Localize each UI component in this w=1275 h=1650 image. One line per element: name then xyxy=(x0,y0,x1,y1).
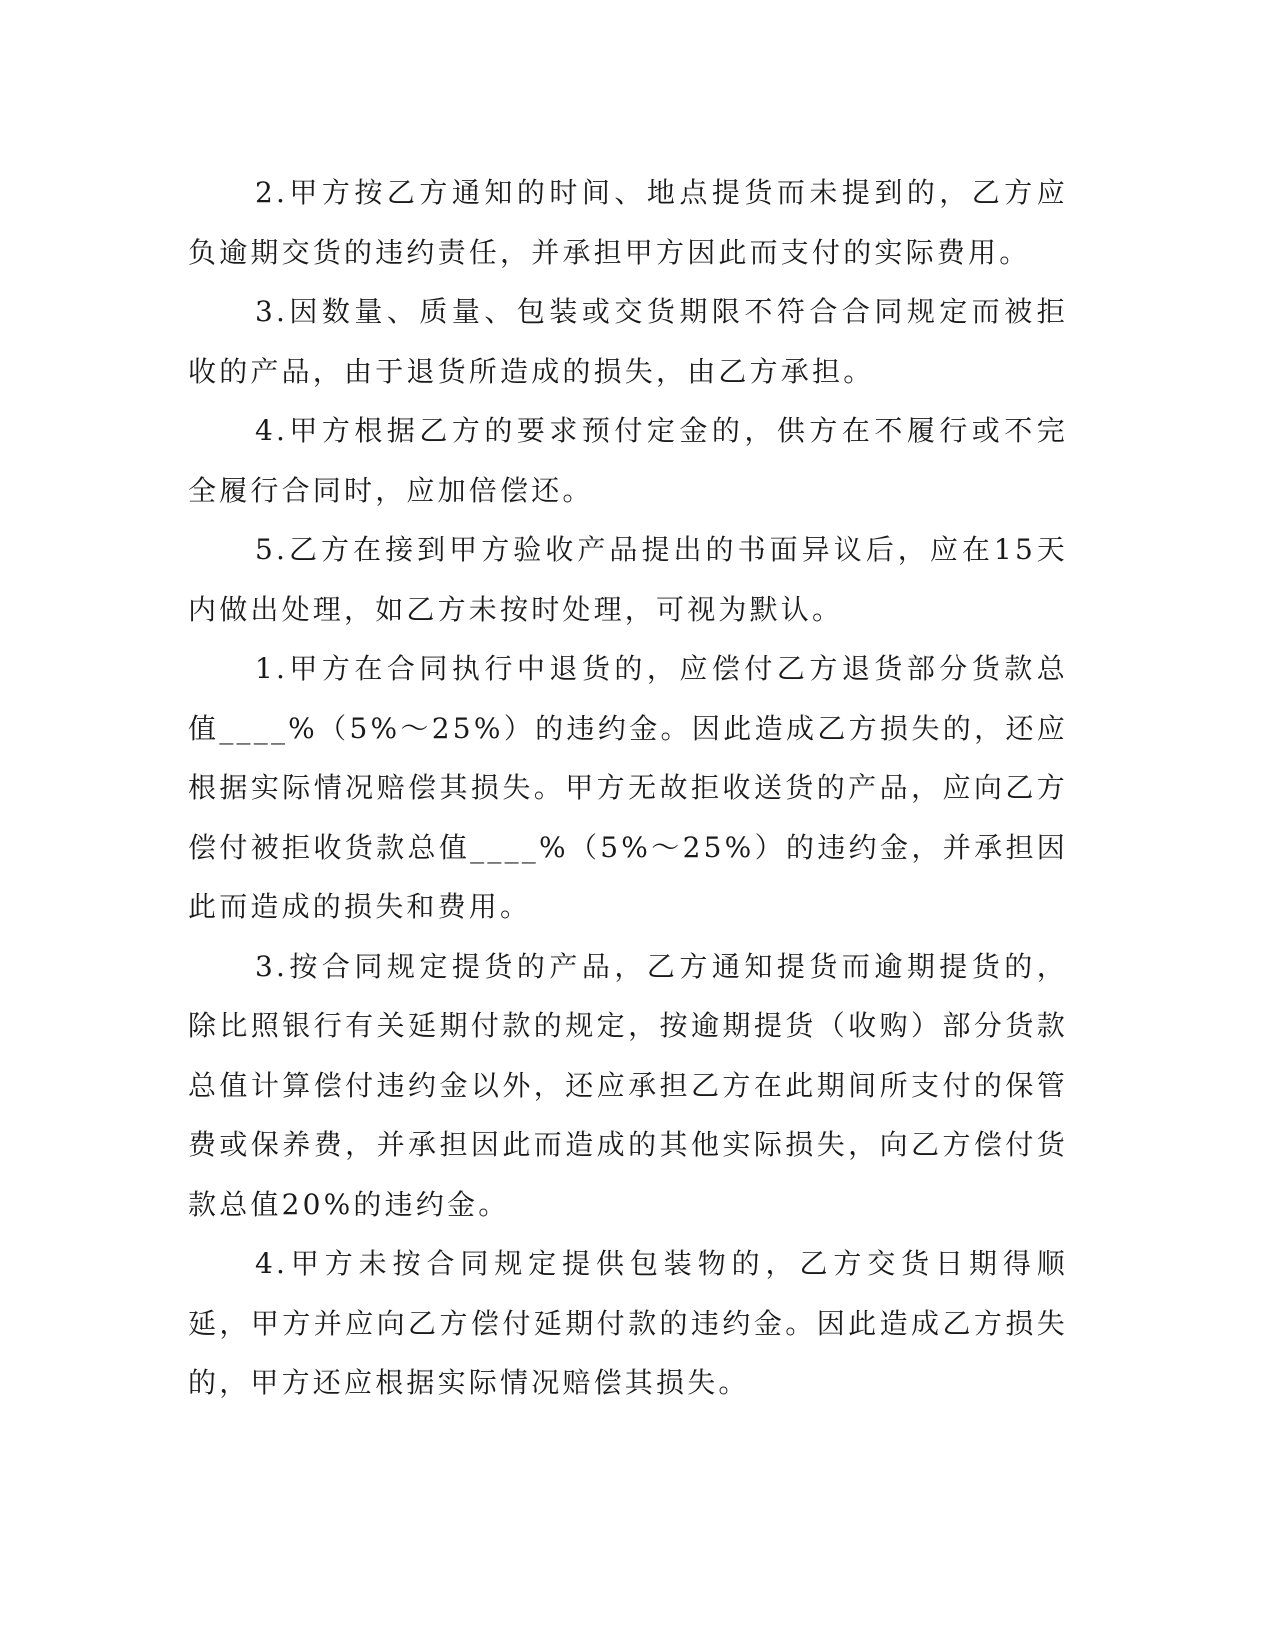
contract-body xyxy=(188,163,1068,1413)
clause-paragraph: 3.按合同规定提货的产品，乙方通知提货而逾期提货的，除比照银行有关延期付款的规定，按逾期提货（收购）部分货款总值计算偿付违约金以外，还应承担乙方在此期间所支付的保管费或保养费，并承担因此而造成的其他实际损失，向乙方偿付货款总值20%的违约金。 xyxy=(188,949,1068,1221)
clause-paragraph: 4.甲方未按合同规定提供包装物的，乙方交货日期得顺延，甲方并应向乙方偿付延期付款的违约金。因此造成乙方损失的，甲方还应根据实际情况赔偿其损失。 xyxy=(188,1247,1068,1399)
clause-paragraph: 2.甲方按乙方通知的时间、地点提货而未提到的，乙方应负逾期交货的违约责任，并承担甲方因此而支付的实际费用。 xyxy=(188,176,1068,269)
clause-paragraph: 4.甲方根据乙方的要求预付定金的，供方在不履行或不完全履行合同时，应加倍偿还。 xyxy=(188,414,1068,507)
clause-paragraph: 5.乙方在接到甲方验收产品提出的书面异议后，应在15天内做出处理，如乙方未按时处理，可视为默认。 xyxy=(188,533,1068,626)
clause-paragraph: 1.甲方在合同执行中退货的，应偿付乙方退货部分货款总值____%（5%～25%）的违约金。因此造成乙方损失的，还应根据实际情况赔偿其损失。甲方无故拒收送货的产品，应向乙方偿付被拒收货款总值____%（5%～25%）的违约金，并承担因此而造成的损失和费用。 xyxy=(188,652,1068,923)
clause-paragraph: 3.因数量、质量、包装或交货期限不符合合同规定而被拒收的产品，由于退货所造成的损失，由乙方承担。 xyxy=(188,295,1068,388)
